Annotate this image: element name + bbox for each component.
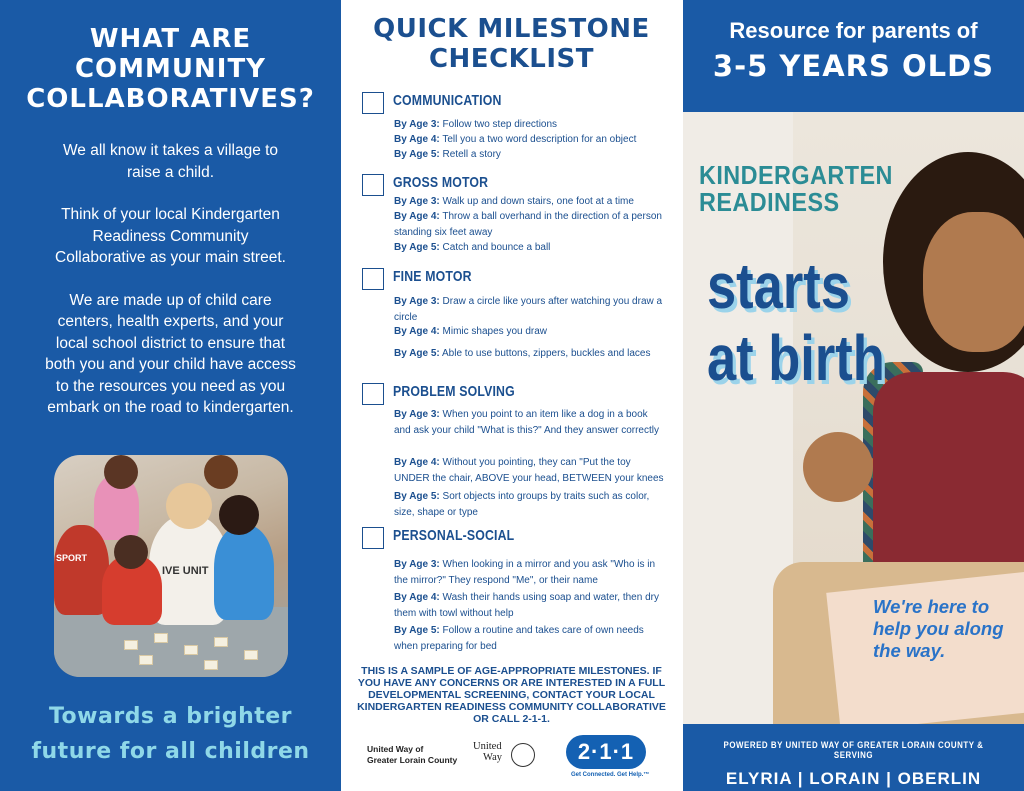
header-banner bbox=[683, 0, 1024, 112]
united-way-lorain-logo: United Way of Greater Lorain County bbox=[367, 744, 458, 765]
milestone-item: By Age 4: Throw a ball overhand in the direction of a person standing six feet away bbox=[394, 211, 662, 238]
children-group-photo bbox=[54, 455, 288, 677]
milestone-item: By Age 3: Draw a circle like yours after watching you draw a circle bbox=[394, 296, 663, 323]
milestone-item: By Age 5: Sort objects into groups by traits such as color, size, shape or type bbox=[394, 491, 650, 518]
members-paragraph: We are made up of child care centers, health experts, and your local school district to ensure that both you and your child have access to the resources you need as you embark on the road to kindergarten. bbox=[45, 291, 296, 416]
cover-photo bbox=[683, 112, 1024, 724]
tagline-line-1: Towards a brighter bbox=[48, 704, 293, 729]
united-way-seal-icon bbox=[511, 743, 535, 767]
header-line-1: Resource for parents of bbox=[729, 18, 978, 43]
milestone-item: By Age 5: Able to use buttons, zippers, buckles and laces bbox=[394, 348, 651, 359]
logo-211: 2·1·1 bbox=[566, 735, 646, 769]
milestone-item: By Age 3: When you point to an item like a dog in a book and ask your child "What is this?" And they answer correctly bbox=[394, 409, 659, 436]
united-way-logo: United Way bbox=[473, 741, 535, 771]
middle-panel bbox=[341, 0, 682, 791]
checkbox[interactable] bbox=[362, 174, 384, 196]
header-line-2: 3-5 YEARS OLDS bbox=[712, 49, 995, 83]
title-line: COLLABORATIVES? bbox=[26, 84, 315, 114]
help-message: We're here to help you along the way. bbox=[873, 596, 1004, 661]
milestone-item: By Age 4: Wash their hands using soap and water, then dry them with towl without help bbox=[394, 592, 659, 619]
milestone-item: By Age 5: Catch and bounce a ball bbox=[394, 242, 551, 253]
collaboratives-title bbox=[0, 24, 341, 114]
checkbox[interactable] bbox=[362, 383, 384, 405]
checkbox[interactable] bbox=[362, 92, 384, 114]
milestone-item: By Age 4: Mimic shapes you draw bbox=[394, 326, 548, 337]
intro-paragraph: We all know it takes a village to raise a child. bbox=[62, 142, 279, 181]
title-line: CHECKLIST bbox=[428, 44, 595, 74]
right-panel bbox=[683, 0, 1024, 791]
section-heading: PERSONAL-SOCIAL bbox=[393, 527, 515, 544]
milestone-item: By Age 3: Follow two step directions bbox=[394, 119, 558, 130]
milestone-item: By Age 4: Without you pointing, they can "Put the toy UNDER the chair, ABOVE your head, BETWEEN your knees bbox=[394, 457, 664, 484]
checkbox[interactable] bbox=[362, 527, 384, 549]
milestone-item: By Age 4: Tell you a two word description for an object bbox=[394, 134, 637, 145]
milestone-item: By Age 3: When looking in a mirror and you ask "Who is in the mirror?" They respond "Me", or their name bbox=[394, 559, 656, 586]
title-line: QUICK MILESTONE bbox=[373, 14, 650, 44]
photo-shirt-text-2: SPORT bbox=[56, 553, 88, 563]
cities-text: ELYRIA | LORAIN | OBERLIN bbox=[725, 769, 982, 788]
milestone-item: By Age 5: Follow a routine and takes care of own needs when preparing for bed bbox=[394, 625, 644, 652]
section-heading: FINE MOTOR bbox=[393, 268, 472, 285]
title-line: WHAT ARE bbox=[89, 24, 252, 54]
section-heading: GROSS MOTOR bbox=[393, 174, 489, 191]
section-heading: COMMUNICATION bbox=[393, 92, 502, 109]
screening-note: THIS IS A SAMPLE OF AGE-APPROPRIATE MILESTONES. IF YOU HAVE ANY CONCERNS OR ARE INTERESTED IN A FULL DEVELOPMENTAL SCREENING, CONTACT YOUR LOCAL KINDERGARTEN READINESS COMMUNITY COLLABORATIVE OR CALL 2-1-1. bbox=[357, 665, 666, 725]
logo-211-tagline: Get Connected. Get Help.™ bbox=[571, 772, 650, 778]
footer-banner bbox=[683, 724, 1024, 791]
kindergarten-readiness-heading: KINDERGARTEN READINESS bbox=[699, 160, 893, 217]
at-birth-heading: at birth bbox=[707, 322, 885, 394]
title-line: COMMUNITY bbox=[74, 54, 267, 84]
powered-by-text: POWERED BY UNITED WAY OF GREATER LORAIN COUNTY & SERVING bbox=[723, 740, 984, 760]
starts-heading: starts bbox=[707, 250, 850, 322]
checkbox[interactable] bbox=[362, 268, 384, 290]
main-street-paragraph: Think of your local Kindergarten Readiness Community Collaborative as your main street. bbox=[55, 206, 286, 266]
tagline-line-2: future for all children bbox=[31, 739, 310, 764]
milestone-item: By Age 5: Retell a story bbox=[394, 149, 501, 160]
checklist-title bbox=[341, 14, 682, 74]
left-panel bbox=[0, 0, 341, 791]
photo-shirt-text: IVE UNIT bbox=[162, 565, 209, 577]
section-heading: PROBLEM SOLVING bbox=[393, 383, 515, 400]
milestone-item: By Age 3: Walk up and down stairs, one foot at a time bbox=[394, 196, 634, 207]
